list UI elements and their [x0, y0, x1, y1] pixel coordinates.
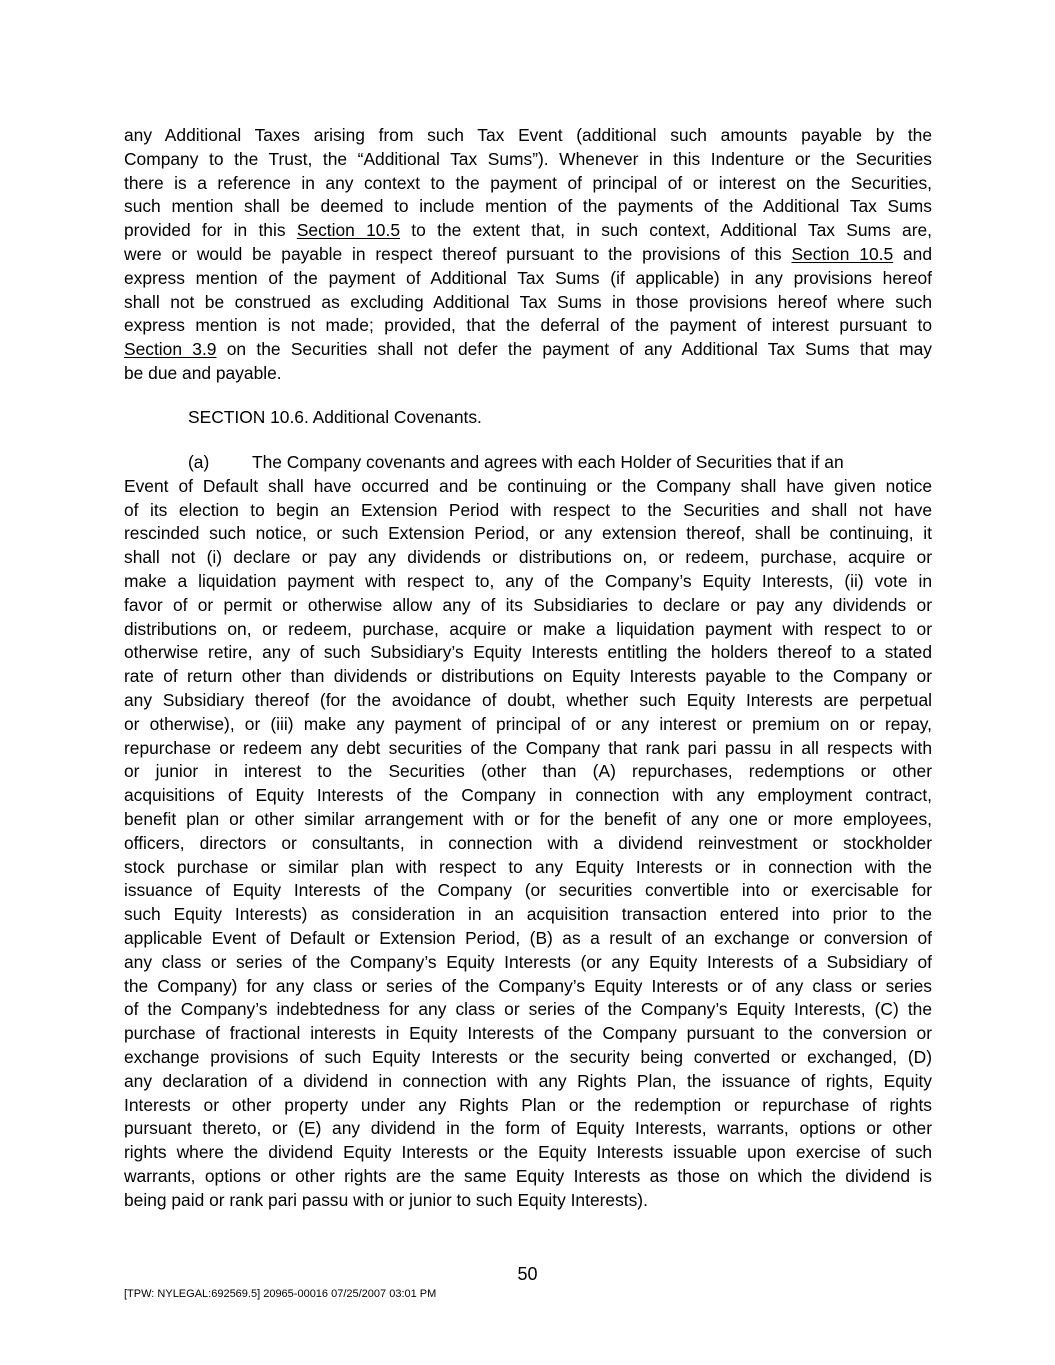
text-line: acquisitions of Equity Interests of the Company in connection with any employment contract,	[124, 785, 932, 806]
text-line	[124, 451, 932, 475]
text-line: or otherwise), or (iii) make any payment of principal of or any interest or premium on or repay,	[124, 713, 932, 734]
text-line: any class or series of the Company’s Equity Interests (or any Equity Interests of a Subsidiary of	[124, 951, 932, 972]
text-line: express mention of the payment of Additional Tax Sums (if applicable) in any provisions hereof	[124, 267, 932, 288]
text-line: otherwise retire, any of such Subsidiary’s Equity Interests entitling the holders thereof to a stated	[124, 642, 932, 663]
text-line	[124, 219, 932, 243]
text-line: Interests or other property under any Rights Plan or the redemption or repurchase of rights	[124, 1094, 932, 1115]
text-line: pursuant thereto, or (E) any dividend in the form of Equity Interests, warrants, options or other	[124, 1118, 932, 1139]
text-line: or junior in interest to the Securities (other than (A) repurchases, redemptions or other	[124, 761, 932, 782]
paragraph-additional-covenants	[124, 451, 932, 1213]
text-line: exchange provisions of such Equity Interests or the security being converted or exchanged, (D)	[124, 1046, 932, 1067]
text-line: favor of or permit or otherwise allow any of its Subsidiaries to declare or pay any dividends or	[124, 594, 932, 615]
page-number: 50	[517, 1264, 538, 1284]
section-reference-10-5: Section 10.5	[296, 220, 400, 241]
text-line: rate of return other than dividends or distributions on Equity Interests payable to the Company or	[124, 666, 932, 687]
text-line: shall not be construed as excluding Additional Tax Sums in those provisions hereof where such	[124, 291, 932, 312]
text-run: to the extent that, in such context, Additional Tax Sums are,	[400, 220, 932, 241]
text-line: such Equity Interests) as consideration in an acquisition transaction entered into prior to the	[124, 904, 932, 925]
text-line: any Additional Taxes arising from such Tax Event (additional such amounts payable by the	[124, 125, 932, 145]
text-line: such mention shall be deemed to include mention of the payments of the Additional Tax Sums	[124, 196, 932, 217]
text-line: any declaration of a dividend in connection with any Rights Plan, the issuance of rights, Equity	[124, 1070, 932, 1091]
text-line: any Subsidiary thereof (for the avoidance of doubt, whether such Equity Interests are perpetual	[124, 689, 932, 710]
text-line: express mention is not made; provided, that the deferral of the payment of interest pursuant to	[124, 315, 932, 336]
text-line: purchase of fractional interests in Equity Interests of the Company pursuant to the conversion or	[124, 1023, 932, 1044]
text-line: of the Company’s indebtedness for any class or series of the Company’s Equity Interests, (C) the	[124, 999, 932, 1020]
text-line: distributions on, or redeem, purchase, acquire or make a liquidation payment with respect to or	[124, 618, 932, 639]
text-line: make a liquidation payment with respect to, any of the Company’s Equity Interests, (ii) vote in	[124, 570, 932, 591]
section-reference-10-5: Section 10.5	[791, 243, 894, 264]
text-line: being paid or rank pari passu with or junior to such Equity Interests).	[124, 1189, 648, 1210]
text-run: and	[893, 243, 932, 264]
text-line: issuance of Equity Interests of the Company (or securities convertible into or exercisable for	[124, 880, 932, 901]
text-run: The Company covenants and agrees with each Holder of Securities that if an	[252, 452, 844, 472]
text-line: shall not (i) declare or pay any dividends or distributions on, or redeem, purchase, acquire or	[124, 547, 932, 568]
text-line	[124, 338, 932, 362]
text-run: provided for in this	[124, 220, 297, 241]
text-line: benefit plan or other similar arrangement with or for the benefit of any one or more employees,	[124, 808, 932, 829]
text-line: officers, directors or consultants, in connection with a dividend reinvestment or stockholder	[124, 832, 932, 853]
text-line: applicable Event of Default or Extension Period, (B) as a result of an exchange or conversion of	[124, 927, 932, 948]
subsection-label: (a)	[188, 452, 210, 472]
text-line: warrants, options or other rights are the same Equity Interests as those on which the dividend is	[124, 1165, 932, 1186]
text-line: there is a reference in any context to the payment of principal of or interest on the Securities,	[124, 172, 932, 193]
section-reference-3-9: Section 3.9	[124, 339, 217, 360]
text-line: Event of Default shall have occurred and be continuing or the Company shall have given notice	[124, 475, 932, 496]
text-line: the Company) for any class or series of the Company’s Equity Interests or of any class or series	[124, 975, 932, 996]
text-line: repurchase or redeem any debt securities of the Company that rank pari passu in all respects with	[124, 737, 932, 758]
document-reference-footer: [TPW: NYLEGAL:692569.5] 20965-00016 07/25/2007 03:01 PM	[124, 1288, 437, 1300]
text-line: of its election to begin an Extension Period with respect to the Securities and shall not have	[124, 499, 932, 520]
text-line: Company to the Trust, the “Additional Tax Sums”). Whenever in this Indenture or the Securities	[124, 148, 932, 169]
paragraph-additional-tax-sums	[124, 124, 932, 386]
text-line	[124, 243, 932, 267]
text-run: on the Securities shall not defer the payment of any Additional Tax Sums that may	[216, 339, 932, 360]
text-run: were or would be payable in respect thereof pursuant to the provisions of this	[124, 243, 792, 264]
section-heading: SECTION 10.6. Additional Covenants.	[188, 407, 482, 427]
text-line: be due and payable.	[124, 362, 282, 383]
text-line: rights where the dividend Equity Interests or the Equity Interests issuable upon exercise of such	[124, 1142, 932, 1163]
text-line: rescinded such notice, or such Extension Period, or any extension thereof, shall be continuing, it	[124, 523, 932, 544]
text-line: stock purchase or similar plan with respect to any Equity Interests or in connection with the	[124, 856, 932, 877]
